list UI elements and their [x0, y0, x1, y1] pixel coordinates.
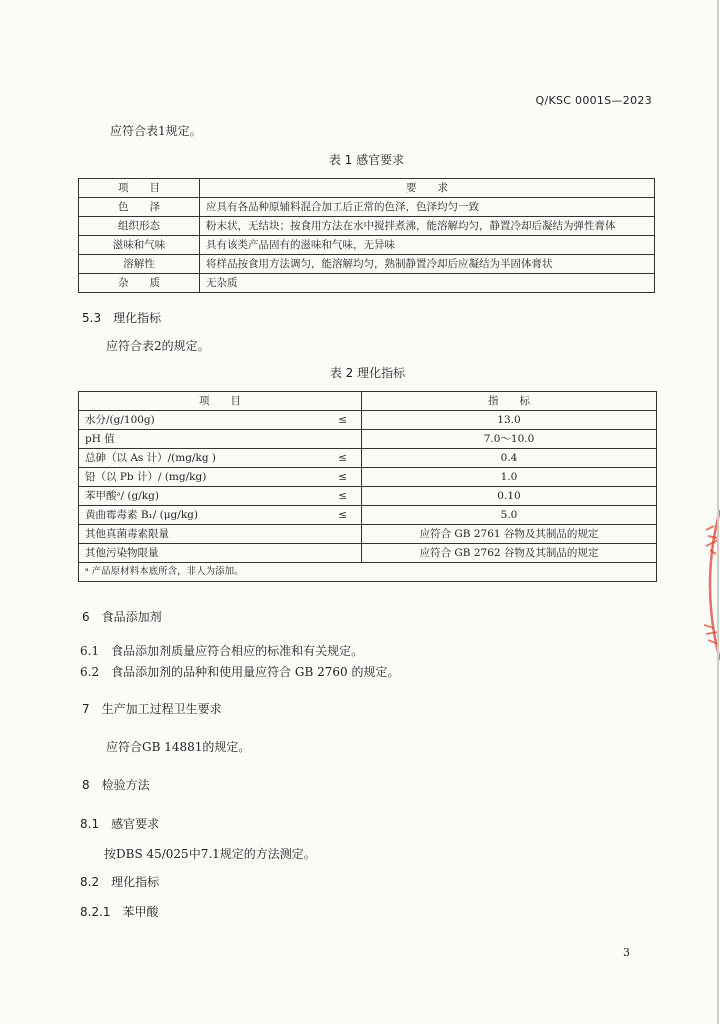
item-label: 黄曲霉毒素 B₁/ (μg/kg)	[85, 509, 198, 521]
table-footnote: ᵃ 产品原材料本底所含，非人为添加。	[79, 563, 657, 582]
table-cell: 5.0	[362, 506, 657, 525]
table-cell	[79, 468, 362, 487]
table1-caption: 表 1 感官要求	[328, 153, 405, 167]
table-cell: 色 泽	[79, 198, 200, 217]
table-cell: 粉末状，无结块；按食用方法在水中搅拌煮沸，能溶解均匀，静置冷却后凝结为弹性膏体	[200, 217, 655, 236]
section-7-text: 应符合GB 14881的规定。	[106, 740, 251, 754]
table-cell: 7.0～10.0	[362, 430, 657, 449]
table2-intro: 应符合表2的规定。	[106, 339, 210, 353]
table-cell	[79, 525, 362, 544]
table-cell: 0.4	[362, 449, 657, 468]
table-cell	[79, 544, 362, 563]
table-row	[79, 506, 657, 525]
table-header-row	[79, 392, 657, 411]
table-row	[79, 411, 657, 430]
table-row	[79, 487, 657, 506]
table-cell: 0.10	[362, 487, 657, 506]
section-5-3-heading: 5.3 理化指标	[82, 311, 162, 325]
table-cell	[79, 411, 362, 430]
table-cell: 应具有各品种原辅料混合加工后正常的色泽，色泽均匀一致	[200, 198, 655, 217]
table-header-cell: 项 目	[79, 179, 200, 198]
clause-6-2: 6.2 食品添加剂的品种和使用量应符合 GB 2760 的规定。	[80, 665, 400, 679]
table-cell: 杂 质	[79, 274, 200, 293]
table-header-cell: 指 标	[362, 392, 657, 411]
item-label: 铅（以 Pb 计）/ (mg/kg)	[85, 471, 207, 483]
section-8-2-heading: 8.2 理化指标	[80, 875, 160, 889]
table-cell	[79, 449, 362, 468]
item-label: 苯甲酸ᵃ/ (g/kg)	[85, 490, 159, 502]
table2-caption: 表 2 理化指标	[329, 366, 406, 380]
table-cell: 应符合 GB 2761 谷物及其制品的规定	[362, 525, 657, 544]
section-8-1-heading: 8.1 感官要求	[80, 817, 160, 831]
table-header-cell: 项 目	[79, 392, 362, 411]
section-6-heading: 6 食品添加剂	[82, 610, 162, 624]
scan-edge-line	[717, 0, 719, 1024]
table-header-cell: 要 求	[200, 179, 655, 198]
item-label: pH 值	[85, 433, 115, 445]
le-symbol: ≤	[338, 471, 347, 483]
table-row	[79, 449, 657, 468]
table-row	[79, 236, 655, 255]
table-cell: 溶解性	[79, 255, 200, 274]
physicochemical-table	[78, 391, 657, 582]
item-label: 水分/(g/100g)	[85, 414, 155, 426]
table-cell: 13.0	[362, 411, 657, 430]
table-cell	[79, 506, 362, 525]
page-number: 3	[623, 946, 630, 959]
table-row	[79, 255, 655, 274]
table-header-row	[79, 179, 655, 198]
table-row	[79, 468, 657, 487]
le-symbol: ≤	[338, 414, 347, 426]
table-cell: 滋味和气味	[79, 236, 200, 255]
table-row	[79, 525, 657, 544]
item-label: 总砷（以 As 计）/(mg/kg )	[85, 452, 217, 464]
table-cell	[79, 430, 362, 449]
table-cell	[79, 487, 362, 506]
clause-6-1: 6.1 食品添加剂质量应符合相应的标准和有关规定。	[80, 644, 364, 658]
section-8-1-text: 按DBS 45/025中7.1规定的方法测定。	[104, 847, 316, 861]
table1-caption-wrap	[78, 151, 655, 168]
item-label: 其他真菌毒素限量	[85, 528, 169, 540]
le-symbol: ≤	[338, 509, 347, 521]
table-footnote-row	[79, 563, 657, 582]
le-symbol: ≤	[338, 452, 347, 464]
table-row	[79, 430, 657, 449]
item-label: 其他污染物限量	[85, 547, 159, 559]
table-row	[79, 198, 655, 217]
section-7-heading: 7 生产加工过程卫生要求	[82, 702, 222, 716]
doc-code: Q/KSC 0001S—2023	[535, 94, 652, 107]
table-cell: 将样品按食用方法调匀，能溶解均匀，熟制静置冷却后应凝结为半固体膏状	[200, 255, 655, 274]
table-cell: 1.0	[362, 468, 657, 487]
le-symbol: ≤	[338, 490, 347, 502]
table-cell: 组织形态	[79, 217, 200, 236]
table1-intro: 应符合表1规定。	[110, 124, 202, 138]
table2-caption-wrap	[78, 364, 657, 381]
section-8-heading: 8 检验方法	[82, 778, 150, 792]
table-row	[79, 544, 657, 563]
table-row	[79, 217, 655, 236]
section-8-2-1-heading: 8.2.1 苯甲酸	[80, 905, 159, 919]
sensory-table	[78, 178, 655, 293]
table-row	[79, 274, 655, 293]
table-cell: 应符合 GB 2762 谷物及其制品的规定	[362, 544, 657, 563]
table-cell: 无杂质	[200, 274, 655, 293]
table-cell: 具有该类产品固有的滋味和气味，无异味	[200, 236, 655, 255]
